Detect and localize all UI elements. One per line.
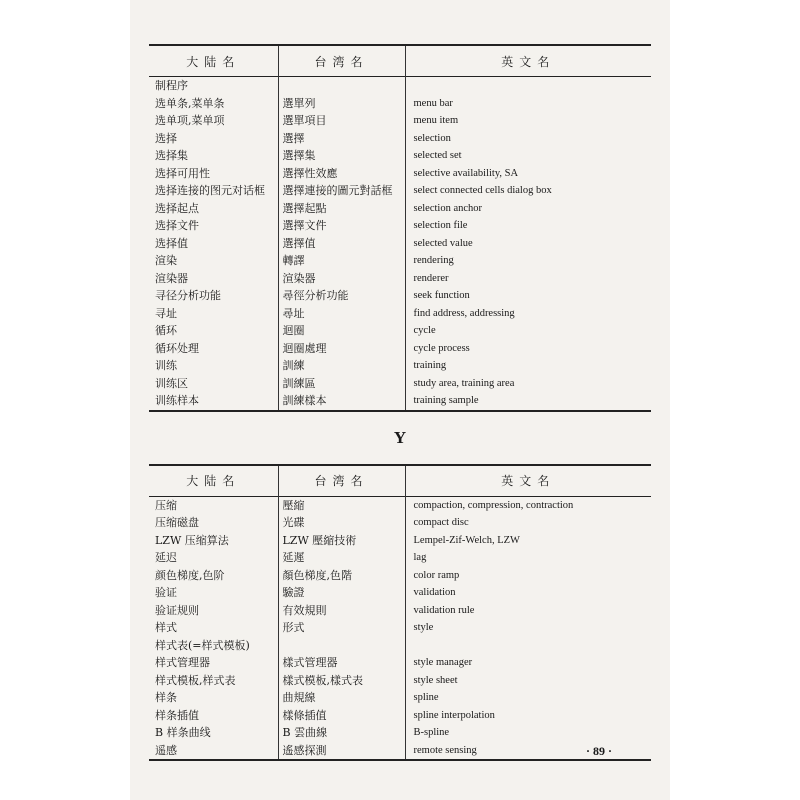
glossary-table-x xyxy=(149,44,651,412)
term-taiwan: 選擇連接的圖元對話框 xyxy=(278,182,405,200)
term-mainland: 选择连接的图元对话框 xyxy=(155,184,265,197)
term-mainland: 渲染 xyxy=(155,254,177,267)
table-row xyxy=(149,742,651,761)
term-english xyxy=(405,637,651,655)
term-taiwan: 渲染器 xyxy=(278,270,405,288)
glossary-table-y xyxy=(149,464,651,762)
term-english xyxy=(405,77,651,95)
term-mainland: 延迟 xyxy=(155,551,177,564)
term-taiwan: 訓練樣本 xyxy=(278,392,405,411)
term-taiwan: B 雲曲線 xyxy=(278,724,405,742)
table-row xyxy=(149,305,651,323)
table-row xyxy=(149,182,651,200)
term-english: training sample xyxy=(405,392,651,411)
term-english: cycle xyxy=(405,322,651,340)
term-mainland: 颜色梯度,色阶 xyxy=(155,568,225,582)
table-row xyxy=(149,619,651,637)
term-mainland: 寻址 xyxy=(155,306,177,320)
term-mainland: 选择起点 xyxy=(155,201,199,215)
header-mainland: 大陆名 xyxy=(186,474,241,488)
term-english: style manager xyxy=(405,654,651,672)
table-row xyxy=(149,322,651,340)
term-mainland: 样条 xyxy=(155,691,177,704)
term-taiwan: 延遲 xyxy=(278,549,405,567)
term-mainland: 验证 xyxy=(155,586,177,599)
term-mainland: 选单条,菜单条 xyxy=(155,96,225,110)
page-number: · 89 · xyxy=(585,744,612,758)
header-english: 英文名 xyxy=(405,45,651,77)
term-taiwan: 遙感探測 xyxy=(278,742,405,761)
term-mainland: 制程序 xyxy=(155,79,188,92)
table-row xyxy=(149,654,651,672)
term-taiwan: 選擇值 xyxy=(278,235,405,253)
table-row xyxy=(149,200,651,218)
term-english: color ramp xyxy=(405,567,651,585)
term-english: menu bar xyxy=(405,95,651,113)
term-taiwan xyxy=(278,77,405,95)
term-english: selective availability, SA xyxy=(405,165,651,183)
table-header-row xyxy=(149,45,651,77)
term-taiwan: 訓練區 xyxy=(278,375,405,393)
term-english: B-spline xyxy=(405,724,651,742)
term-taiwan xyxy=(278,637,405,655)
table-row xyxy=(149,147,651,165)
term-english: menu item xyxy=(405,112,651,130)
term-taiwan: 選擇性效應 xyxy=(278,165,405,183)
term-mainland: 选择值 xyxy=(155,236,188,250)
term-english: compaction, compression, contraction xyxy=(405,496,651,514)
term-english: lag xyxy=(405,549,651,567)
term-mainland: 选择集 xyxy=(155,149,188,162)
table-row xyxy=(149,252,651,270)
term-english: validation xyxy=(405,584,651,602)
table-row xyxy=(149,235,651,253)
table-row xyxy=(149,112,651,130)
table-row xyxy=(149,496,651,514)
term-mainland: 样式 xyxy=(155,621,177,634)
term-mainland: 训练 xyxy=(155,359,177,372)
term-taiwan: 選擇文件 xyxy=(278,217,405,235)
term-mainland: 样式模板,样式表 xyxy=(155,673,236,687)
term-taiwan: 樣條插值 xyxy=(278,707,405,725)
table-row xyxy=(149,340,651,358)
term-english: selection anchor xyxy=(405,200,651,218)
table-row xyxy=(149,689,651,707)
table-header-row xyxy=(149,465,651,497)
term-taiwan: 有效規則 xyxy=(278,602,405,620)
term-taiwan: 選擇起點 xyxy=(278,200,405,218)
term-mainland: 训练区 xyxy=(155,376,188,390)
term-english: selected set xyxy=(405,147,651,165)
term-mainland: 选单项,菜单项 xyxy=(155,114,225,127)
term-english: remote sensing xyxy=(405,742,651,761)
header-taiwan: 台湾名 xyxy=(278,465,405,497)
table-row xyxy=(149,95,651,113)
header-english: 英文名 xyxy=(405,465,651,497)
term-english: seek function xyxy=(405,287,651,305)
glossary-body-y xyxy=(149,496,651,760)
term-mainland: 渲染器 xyxy=(155,271,188,285)
table-row xyxy=(149,270,651,288)
table-row xyxy=(149,567,651,585)
table-row xyxy=(149,77,651,95)
term-mainland: 样式管理器 xyxy=(155,656,210,669)
table-row xyxy=(149,724,651,742)
table-row xyxy=(149,165,651,183)
term-english: Lempel-Zif-Welch, LZW xyxy=(405,532,651,550)
term-mainland: 压缩磁盘 xyxy=(155,516,199,529)
term-taiwan: 迴圈 xyxy=(278,322,405,340)
term-taiwan: 光碟 xyxy=(278,514,405,532)
term-mainland: 验证规则 xyxy=(155,603,199,617)
term-english: style xyxy=(405,619,651,637)
term-mainland: 选择可用性 xyxy=(155,166,210,180)
term-english: training xyxy=(405,357,651,375)
header-taiwan: 台湾名 xyxy=(278,45,405,77)
term-english: validation rule xyxy=(405,602,651,620)
term-taiwan: 選擇 xyxy=(278,130,405,148)
term-taiwan: 迴圈處理 xyxy=(278,340,405,358)
table-row xyxy=(149,637,651,655)
term-mainland: LZW 压缩算法 xyxy=(155,533,229,547)
term-mainland: 选择 xyxy=(155,131,177,145)
term-taiwan: 壓縮 xyxy=(278,496,405,514)
table-row xyxy=(149,532,651,550)
table-row xyxy=(149,514,651,532)
table-row xyxy=(149,392,651,411)
term-english: selection xyxy=(405,130,651,148)
table-row xyxy=(149,217,651,235)
term-english: style sheet xyxy=(405,672,651,690)
term-taiwan: 轉譯 xyxy=(278,252,405,270)
table-row xyxy=(149,672,651,690)
term-english: selection file xyxy=(405,217,651,235)
term-mainland: 遥感 xyxy=(155,743,177,757)
term-taiwan: 尋址 xyxy=(278,305,405,323)
section-letter: Y xyxy=(393,427,407,447)
term-taiwan: 選擇集 xyxy=(278,147,405,165)
term-taiwan: LZW 壓縮技術 xyxy=(278,532,405,550)
table-row xyxy=(149,602,651,620)
term-mainland: 样式表(=样式模板) xyxy=(155,638,250,652)
term-taiwan: 樣式管理器 xyxy=(278,654,405,672)
term-english: select connected cells dialog box xyxy=(405,182,651,200)
term-taiwan: 顏色梯度,色階 xyxy=(278,567,405,585)
table-row xyxy=(149,287,651,305)
table-row xyxy=(149,130,651,148)
term-english: study area, training area xyxy=(405,375,651,393)
term-english: find address, addressing xyxy=(405,305,651,323)
term-taiwan: 訓練 xyxy=(278,357,405,375)
term-english: renderer xyxy=(405,270,651,288)
term-english: rendering xyxy=(405,252,651,270)
book-page xyxy=(130,0,670,800)
glossary-body-x xyxy=(149,77,651,411)
term-english: cycle process xyxy=(405,340,651,358)
term-taiwan: 尋徑分析功能 xyxy=(278,287,405,305)
table-row xyxy=(149,357,651,375)
term-mainland: B 样条曲线 xyxy=(155,726,211,739)
term-english: selected value xyxy=(405,235,651,253)
table-row xyxy=(149,549,651,567)
term-taiwan: 選單項目 xyxy=(278,112,405,130)
term-english: spline interpolation xyxy=(405,707,651,725)
term-mainland: 选择文件 xyxy=(155,219,199,232)
term-mainland: 样条插值 xyxy=(155,708,199,722)
term-taiwan: 樣式模板,樣式表 xyxy=(278,672,405,690)
term-taiwan: 選單列 xyxy=(278,95,405,113)
header-mainland: 大陆名 xyxy=(186,54,241,69)
term-mainland: 循环处理 xyxy=(155,341,199,355)
table-row xyxy=(149,707,651,725)
term-mainland: 压缩 xyxy=(155,498,177,512)
term-mainland: 循环 xyxy=(155,324,177,337)
page-content xyxy=(149,44,651,761)
term-mainland: 训练样本 xyxy=(155,394,199,407)
term-english: spline xyxy=(405,689,651,707)
table-row xyxy=(149,584,651,602)
term-english: compact disc xyxy=(405,514,651,532)
term-mainland: 寻径分析功能 xyxy=(155,289,221,302)
term-taiwan: 驗證 xyxy=(278,584,405,602)
term-taiwan: 形式 xyxy=(278,619,405,637)
table-row xyxy=(149,375,651,393)
term-taiwan: 曲規線 xyxy=(278,689,405,707)
